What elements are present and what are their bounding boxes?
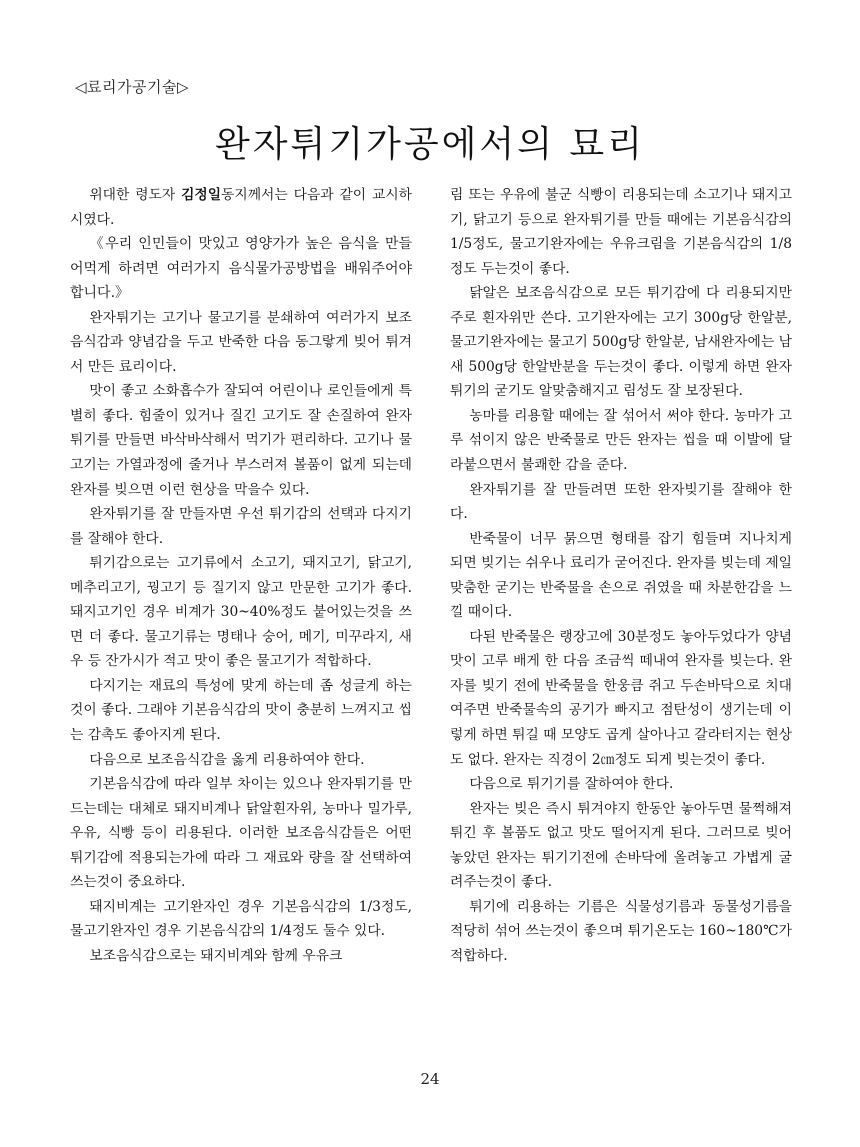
body-paragraph: 다음으로 보조음식감을 옳게 리용하여야 한다.: [89, 751, 365, 768]
body-paragraph: 다된 반죽물은 랭장고에 30분정도 놓아두었다가 양념맛이 고루 배게 한 다음 조금씩 떼내여 완자를 빚는다. 완자를 빚기 전에 반죽물을 한웅큼 쥐고 두손바닥으로 치대여주면 반죽물속의 공기가 빠지고 점탄성이 생기는데 이렇게 하면 튀길 때 모양도 곱게 살아나고 갈라터지는 현상도 없다. 완자는 직경이 2㎝정도 되게 빚는것이 좋다.: [450, 628, 792, 768]
body-paragraph: 닭알은 보조음식감으로 모든 튀기감에 다 리용되지만 주로 흰자위만 쓴다. 고기완자에는 고기 300g당 한알분, 물고기완자에는 물고기 500g당 한알분, 남새완자에는 남새 500g당 한알반분을 두는것이 좋다. 이렇게 하면 완자튀기의 굳기도 알맞춤해지고 림성도 잘 보장된다.: [450, 285, 792, 400]
intro-after-name: 동지께서는 다음과 같이 교시하시였다.: [70, 187, 412, 228]
body-paragraph: 튀기감으로는 고기류에서 소고기, 돼지고기, 닭고기, 메추리고기, 꿩고기 등 질기지 않고 만문한 고기가 좋다. 돼지고기인 경우 비계가 30~40%정도 붙어있는것을 쓰면 더 좋다. 물고기류는 명태나 숭어, 메기, 미꾸라지, 새우 등 잔가시가 적고 맛이 좋은 물고기가 적합하다.: [70, 555, 412, 670]
body-paragraph: 완자튀기는 고기나 물고기를 분쇄하여 여러가지 보조음식감과 양념감을 두고 반죽한 다음 동그랗게 빚어 튀겨서 만든 료리이다.: [70, 309, 412, 375]
intro-before-name: 위대한 령도자: [89, 187, 182, 203]
body-paragraph: 튀기에 리용하는 기름은 식물성기름과 동물성기름을 적당히 섞어 쓰는것이 좋으며 튀기온도는 160~180℃가 적합하다.: [450, 898, 792, 964]
continued-paragraph: 림 또는 우유에 불군 식빵이 리용되는데 소고기나 돼지고기, 닭고기 등으로 완자튀기를 만들 때에는 기본음식감의 1/5정도, 물고기완자에는 우유크림을 기본음식감의 1/8정도 두는것이 좋다.: [450, 187, 792, 277]
quote-paragraph: 《우리 인민들이 맛있고 영양가가 높은 음식을 만들어먹게 하려면 여러가지 음식물가공방법을 배워주어야 합니다.》: [70, 236, 412, 302]
body-paragraph: 농마를 리용할 때에는 잘 섞어서 써야 한다. 농마가 고루 섞이지 않은 반죽물로 만든 완자는 씹을 때 이발에 달라붙으면서 불쾌한 감을 준다.: [450, 407, 792, 474]
body-paragraph: 맛이 좋고 소화흡수가 잘되여 어린이나 로인들에게 특별히 좋다. 힘줄이 있거나 질긴 고기도 잘 손질하여 완자튀기를 만들면 바삭바삭해서 먹기가 편리하다. 고기나 물고기는 가열과정에 줄거나 부스러져 볼품이 없게 되는데 완자를 빚으면 이런 현상을 막을수 있다.: [70, 383, 412, 498]
body-paragraph: 완자는 빚은 즉시 튀겨야지 한동안 놓아두면 물쩍해져 튀긴 후 볼품도 없고 맛도 떨어지게 된다. 그러므로 빚어놓았던 완자는 튀기기전에 손바닥에 올려놓고 가볍게 굴려주는것이 좋다.: [450, 800, 792, 891]
left-column: [70, 183, 412, 969]
intro-paragraph: [70, 183, 412, 232]
section-label: ◁료리가공기술▷: [75, 78, 190, 96]
body-paragraph: 돼지비계는 고기완자인 경우 기본음식감의 1/3정도, 물고기완자인 경우 기본음식감의 1/4정도 둘수 있다.: [70, 898, 412, 940]
page-number: 24: [420, 1070, 440, 1088]
body-paragraph: 기본음식감에 따라 일부 차이는 있으나 완자튀기를 만드는데는 대체로 돼지비계나 닭알흰자위, 농마나 밀가루, 우유, 식빵 등이 리용된다. 이러한 보조음식감들은 어떤 튀기감에 적용되는가에 따라 그 재료와 량을 잘 선택하여 쓰는것이 중요하다.: [70, 776, 412, 891]
body-paragraph: 완자튀기를 잘 만들려면 또한 완자빚기를 잘해야 한다.: [450, 481, 792, 523]
body-paragraph: 반죽물이 너무 묽으면 형태를 잡기 힘들며 지나치게 되면 빚기는 쉬우나 료리가 굳어진다. 완자를 빚는데 제일 맞춤한 굳기는 반죽물을 손으로 쥐였을 때 차분한감을 느낄 때이다.: [450, 530, 792, 621]
body-paragraph: 다지기는 재료의 특성에 맞게 하는데 좀 성글게 하는것이 좋다. 그래야 기본음식감의 맛이 충분히 느껴지고 씹는 감촉도 좋아지게 된다.: [70, 677, 412, 744]
right-column: [450, 183, 792, 969]
body-paragraph: 다음으로 튀기기를 잘하여야 한다.: [469, 776, 674, 793]
body-paragraph: 완자튀기를 잘 만들자면 우선 튀기감의 선택과 다지기를 잘해야 한다.: [70, 506, 412, 547]
leader-name: 김정일: [181, 187, 222, 203]
article-title: 완자튀기가공에서의 묘리: [215, 124, 645, 165]
body-paragraph: 보조음식감으로는 돼지비계와 함께 우유크: [89, 947, 343, 964]
